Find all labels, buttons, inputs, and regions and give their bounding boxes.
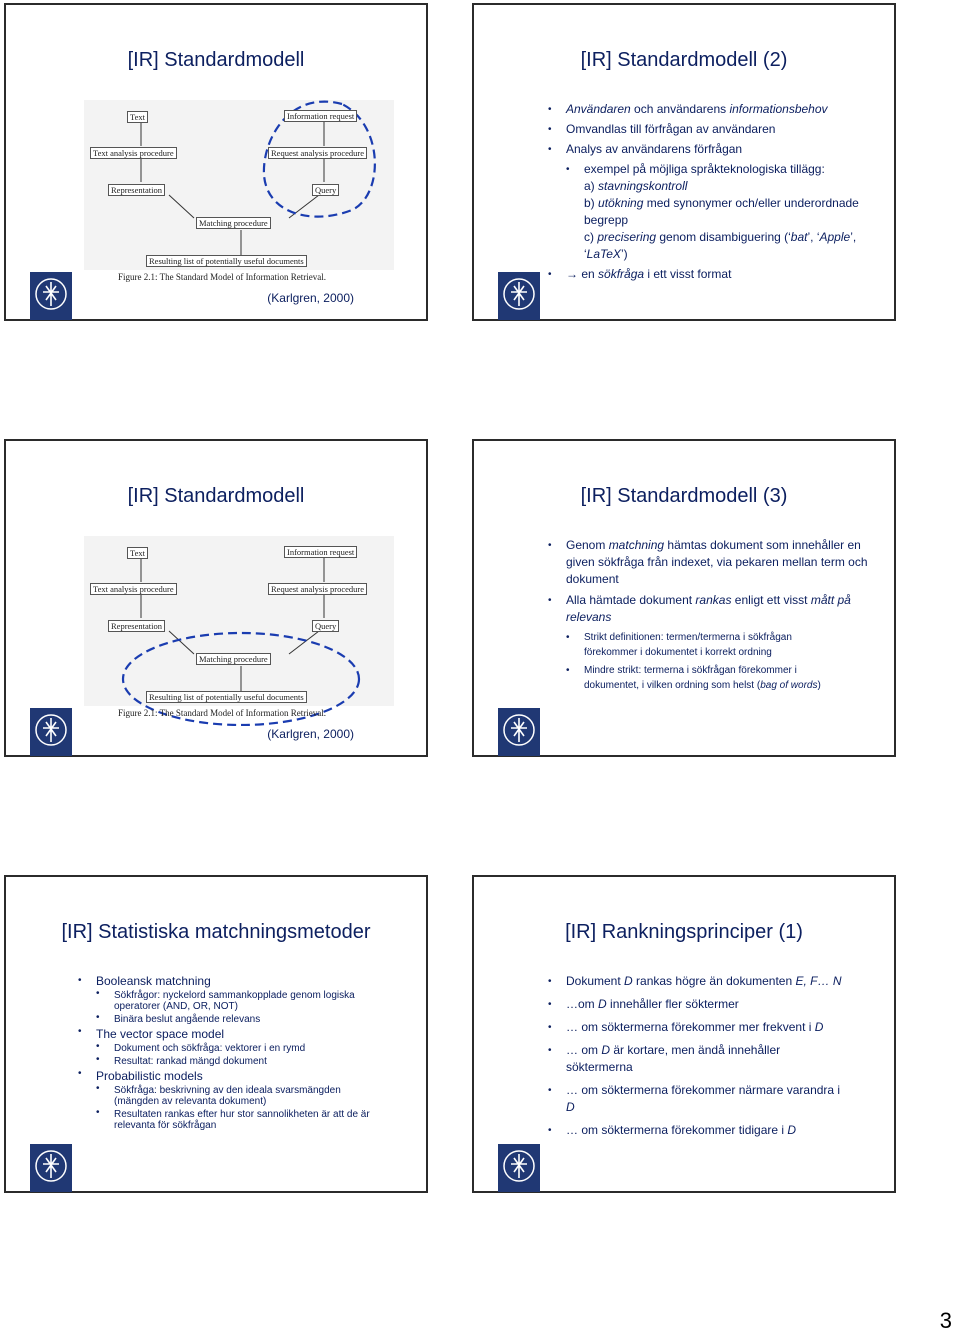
fig-representation: Representation xyxy=(108,184,165,196)
list-item: • … om söktermerna förekommer tidigare i D xyxy=(548,1122,848,1139)
fig-text: Text xyxy=(127,111,148,123)
list-item: • Alla hämtade dokument rankas enligt ett visst mått på relevans xyxy=(548,592,868,626)
fig-matching: Matching procedure xyxy=(196,217,271,229)
page-number: 3 xyxy=(939,1308,952,1333)
fig-text-analysis: Text analysis procedure xyxy=(90,147,177,159)
slide-standardmodell-3 xyxy=(4,439,428,757)
list-item: • …om D innehåller fler söktermer xyxy=(548,996,848,1013)
list-item: • Strikt definitionen: termen/termerna i sökfrågan förekommer i dokumentet i korrekt ordning xyxy=(548,630,868,660)
bullet-list xyxy=(548,973,848,1139)
list-item: • … om söktermerna förekommer närmare varandra i D xyxy=(548,1082,848,1116)
list-item: • Dokument och sökfråga: vektorer i en rymd xyxy=(78,1041,398,1054)
list-item: a) stavningskontroll xyxy=(584,179,688,193)
list-item: • Omvandlas till förfrågan av användaren xyxy=(548,121,878,138)
slide-title: [IR] Statistiska matchningsmetoder xyxy=(61,921,371,943)
citation: (Karlgren, 2000) xyxy=(267,727,354,741)
slide-title: [IR] Standardmodell (3) xyxy=(580,485,788,507)
fig-resulting-list: Resulting list of potentially useful documents xyxy=(146,691,307,703)
list-item: • Sökfrågor: nyckelord sammankopplade genom logiska operatorer (AND, OR, NOT) xyxy=(78,988,398,1012)
slide-standardmodell-1 xyxy=(4,3,428,321)
slide-title: [IR] Standardmodell (2) xyxy=(580,49,788,71)
fig-request-analysis: Request analysis procedure xyxy=(268,147,367,159)
list-item: • The vector space model xyxy=(78,1025,398,1041)
fig-caption: Figure 2.1: The Standard Model of Information Retrieval. xyxy=(118,272,327,282)
fig-query: Query xyxy=(312,184,339,196)
ir-model-figure xyxy=(84,100,394,290)
list-item: c) precisering genom disambiguering (‘bat’, ‘Apple’, ‘LaTeX’) xyxy=(584,230,857,261)
slide-standardmodell-2 xyxy=(472,3,896,321)
list-item: • Analys av användarens förfrågan xyxy=(548,141,878,158)
fig-resulting-list: Resulting list of potentially useful documents xyxy=(146,255,307,267)
list-item: • Probabilistic models xyxy=(78,1067,398,1083)
ir-model-figure xyxy=(84,536,394,726)
university-logo xyxy=(498,708,540,756)
fig-information-request: Information request xyxy=(284,110,357,122)
list-item: • … om D är kortare, men ändå innehåller söktermerna xyxy=(548,1042,848,1076)
bullet-list xyxy=(78,974,398,1131)
fig-text: Text xyxy=(127,547,148,559)
fig-information-request: Information request xyxy=(284,546,357,558)
bullet-list xyxy=(548,101,878,283)
slide-standardmodell-4 xyxy=(472,439,896,757)
university-logo xyxy=(30,708,72,756)
list-item: • Resultat: rankad mängd dokument xyxy=(78,1054,398,1067)
list-item: • exempel på möjliga språkteknologiska tillägg: xyxy=(548,161,878,178)
fig-matching: Matching procedure xyxy=(196,653,271,665)
university-logo xyxy=(498,1144,540,1192)
fig-representation: Representation xyxy=(108,620,165,632)
fig-query: Query xyxy=(312,620,339,632)
fig-text-analysis: Text analysis procedure xyxy=(90,583,177,595)
slide-title: [IR] Standardmodell xyxy=(127,485,305,507)
list-item: • … om söktermerna förekommer mer frekvent i D xyxy=(548,1019,848,1036)
university-logo xyxy=(498,272,540,320)
list-item: • Booleansk matchning xyxy=(78,974,398,988)
list-item: • Binära beslut angående relevans xyxy=(78,1012,398,1025)
list-item: b) utökning med synonymer och/eller underordnade begrepp xyxy=(584,196,859,227)
list-item: • Dokument D rankas högre än dokumenten E, F… N xyxy=(548,973,848,990)
fig-request-analysis: Request analysis procedure xyxy=(268,583,367,595)
list-item: • Sökfråga: beskrivning av den ideala svarsmängden (mängden av relevanta dokument) xyxy=(78,1083,398,1107)
list-item: • Resultaten rankas efter hur stor sannolikheten är att de är relevanta för sökfrågan xyxy=(78,1107,398,1131)
list-item: • Användaren och användarens informationsbehov xyxy=(548,101,878,118)
fig-caption: Figure 2.1: The Standard Model of Information Retrieval. xyxy=(118,708,327,718)
university-logo xyxy=(30,272,72,320)
citation: (Karlgren, 2000) xyxy=(267,291,354,305)
slide-rankningsprinciper xyxy=(472,875,896,1193)
bullet-list xyxy=(548,537,868,693)
slide-title: [IR] Standardmodell xyxy=(127,49,305,71)
slide-title: [IR] Rankningsprinciper (1) xyxy=(565,921,803,943)
university-logo xyxy=(30,1144,72,1192)
slide-statistiska-matchningsmetoder xyxy=(4,875,428,1193)
list-item: • → en sökfråga i ett visst format xyxy=(548,266,878,283)
list-item: • Genom matchning hämtas dokument som innehåller en given sökfråga från indexet, via pekaren mellan term och dokument xyxy=(548,537,868,588)
list-item: • Mindre strikt: termerna i sökfrågan förekommer i dokumentet, i vilken ordning som helst (bag of words) xyxy=(548,663,868,693)
